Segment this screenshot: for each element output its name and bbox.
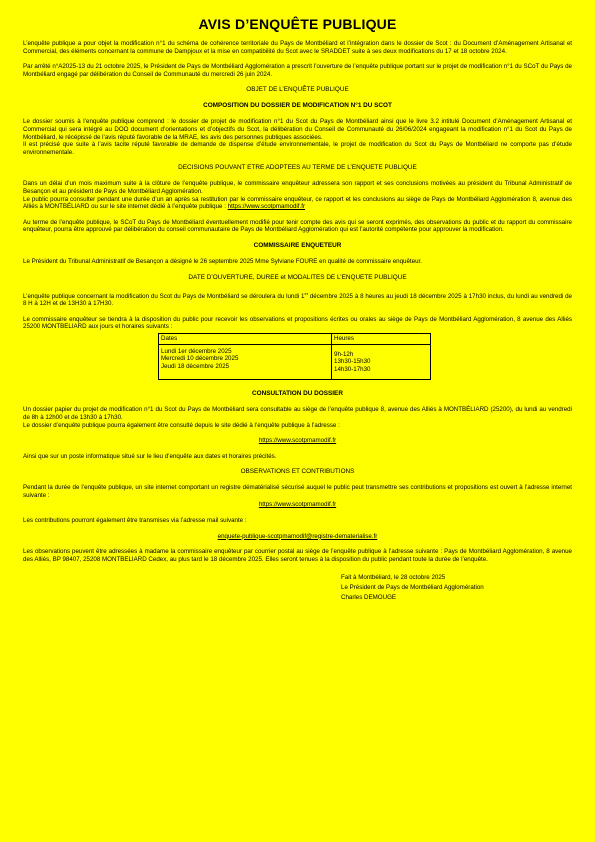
schedule-date-2: Mercredi 10 décembre 2025 xyxy=(161,355,239,363)
intro-paragraph-2: Par arrêté n°A2025-13 du 21 octobre 2025, le Président de Pays de Montbéliard Agglomération a prescrit l’ouverture de l’enquête publique portant sur le projet de modification n°1 du SCoT du Pays de Montbéliard engagé par délibération du Conseil de Communauté du mercredi 26 juin 2024. xyxy=(23,63,572,78)
decisions-paragraph-1: Dans un délai d’un mois maximum suite à la clôture de l’enquête publique, le commissaire enquêteur adressera son rapport et ses conclusions motivées au président du Tribunal Administratif de Besançon et au président de Pays de Montbéliard Agglomération. xyxy=(23,180,572,195)
observations-heading: OBSERVATIONS ET CONTRIBUTIONS xyxy=(240,468,355,476)
commissaire-paragraph: Le Président du Tribunal Administratif de Besançon a désigné le 26 septembre 2025 Mme Sylviane FOURE en qualité de commissaire enquêteur. xyxy=(23,257,422,265)
dates-paragraph-1-a: L’enquête publique concernant la modification du Scot du Pays de Montbéliard se déroulera du lundi 1 xyxy=(23,292,305,300)
schedule-dates-cell xyxy=(159,344,332,380)
schedule-hours-cell xyxy=(332,344,431,380)
schedule-date-3: Jeudi 18 décembre 2025 xyxy=(161,362,230,370)
signature-block xyxy=(341,573,572,603)
dates-paragraph-1-sup: er xyxy=(304,290,309,296)
schedule-date-1: Lundi 1er décembre 2025 xyxy=(161,347,232,355)
composition-paragraph-1: Le dossier soumis à l’enquête publique comprend : le dossier de projet de modification n°1 du Scot du Pays de Montbéliard ainsi que le livre 3.2 intitulé Document d’Aménagement Artisanal et Commercial qui sera intégré au DOO document d’orientations et d’objectifs du Scot, la délibération du Conseil de Communauté du 26/06/2024 engageant la modification n°1 du Scot du Pays de Montbéliard, le récépissé de l’avis réputé favorable de la MRAE, les avis des personnes publiques associées. xyxy=(23,118,572,141)
consultation-paragraph-2: Le dossier d’enquête publique pourra également être consulté depuis le site dédié à l’enquête publique à l’adresse : xyxy=(23,421,340,429)
intro-paragraph-1: L’enquête publique a pour objet la modification n°1 du schéma de cohérence territoriale du Pays de Montbéliard et l’intégration dans le dossier de Scot : du Document d’Aménagement Artisanal et Commercial, des éléments concernant la commune de Dampjoux et la mise en compatibilité du Scot avec le SRADDET suite à ses deux modifications du 17 et 18 octobre 2024. xyxy=(23,40,572,55)
schedule-header-dates: Dates xyxy=(159,333,332,344)
schedule-header-hours: Heures xyxy=(332,333,431,344)
signature-line-1: Fait à Montbéliard, le 28 octobre 2025 xyxy=(341,574,446,582)
schedule-header-row xyxy=(159,333,431,344)
dates-paragraph-2: Le commissaire enquêteur se tiendra à la disposition du public pour recevoir les observations et propositions écrites ou orales au siège de Pays de Montbéliard Agglomération, 8 avenue des Alliés 25200 MONTBELIARD aux jours et horaires suivants : xyxy=(23,315,572,331)
consultation-paragraph-1: Un dossier papier du projet de modification n°1 du Scot du Pays de Montbéliard sera consultable au siège de l’enquête publique 8, avenue des Alliés à MONTBÉLIARD (25200), du lundi au vendredi de 8h à 12h00 et de 13h30 à 17h30. xyxy=(23,406,572,421)
schedule-hours-3: 14h30-17h30 xyxy=(334,365,371,373)
consultation-website-link[interactable]: https://www.scotpmamodif.fr xyxy=(258,437,337,445)
dates-paragraph-1-b: décembre 2025 à 8 heures au jeudi 18 décembre 2025 à 17h30 inclus, du lundi au vendredi de 8 H à 12H et de 13H30 à 17H30. xyxy=(23,292,572,308)
observations-link-line xyxy=(23,501,572,509)
decisions-paragraph-3: Au terme de l’enquête publique, le SCoT du Pays de Montbéliard éventuellement modifié pour tenir compte des avis qui se seront exprimés, des observations du public et du rapport du commissaire enquêteur, pourra être approuvé par délibération du conseil communautaire de Pays de Montbéliard Agglomération qui est l’autorité compétente pour approuver la modification. xyxy=(23,218,572,234)
commissaire-heading: COMMISSAIRE ENQUETEUR xyxy=(253,241,342,249)
objet-heading: OBJET DE L’ENQUÊTE PUBLIQUE xyxy=(246,86,349,94)
signature-line-3: Charles DEMOUGE xyxy=(341,594,397,602)
composition-paragraph-2: Il est précisé que suite à l’avis tacite réputé favorable de demande de dispense d’étude environnementale, le projet de modification du Scot du Pays de Montbéliard ne comporte pas d’étude environnementale. xyxy=(23,141,572,156)
schedule-row xyxy=(159,344,431,380)
schedule-hours-1: 9h-12h xyxy=(334,350,354,358)
observations-paragraph-3: Les observations peuvent être adressées à madame la commissaire enquêteur par courrier postal au siège de l’enquête publique à l’adresse suivante : Pays de Montbéliard Agglomération, 8 avenue des Alliés, BP 98407, 25208 MONTBELIARD Cedex, au plus tard le 18 décembre 2025. Elles seront tenues à la disposition du public pendant toute la durée de l’enquête. xyxy=(23,548,572,563)
observations-email-line xyxy=(23,533,572,541)
observations-paragraph-2: Les contributions pourront également être transmises via l’adresse mail suivante : xyxy=(23,517,247,525)
dates-heading: DATE D’OUVERTURE, DUREE et MODALITES DE L’ENQUETE PUBLIQUE xyxy=(188,273,407,281)
signature-line-2: Le Président de Pays de Montbéliard Agglomération xyxy=(341,584,484,592)
consultation-link-line xyxy=(23,437,572,445)
observations-website-link[interactable]: https://www.scotpmamodif.fr xyxy=(258,501,337,509)
consultation-heading: CONSULTATION DU DOSSIER xyxy=(252,390,343,398)
observations-email-link[interactable]: enquete-publique-scotpmamodif@registre-dematerialise.fr xyxy=(217,532,378,540)
schedule-table xyxy=(158,333,431,380)
notice-title: AVIS D’ENQUÊTE PUBLIQUE xyxy=(198,16,397,32)
decisions-paragraph-2-text: Le public pourra consulter pendant une durée d’un an après sa restitution par le commissaire enquêteur, ce rapport et les conclusions au siège de Pays de Montbéliard Agglomération 8, avenue des Alliés à MONTBÉLIARD ou sur le site internet dédié à l’enquête publique : xyxy=(23,195,572,211)
composition-heading: COMPOSITION DU DOSSIER DE MODIFICATION N°1 DU SCOT xyxy=(203,102,392,110)
decisions-heading: DECISIONS POUVANT ETRE ADOPTEES AU TERME DE L’ENQUETE PUBLIQUE xyxy=(178,164,417,172)
decisions-paragraph-2 xyxy=(23,196,572,211)
consultation-paragraph-3: Ainsi que sur un poste informatique situé sur le lieu d’enquête aux dates et horaires précités. xyxy=(23,452,277,460)
observations-paragraph-1: Pendant la durée de l’enquête publique, un site internet comportant un registre dématérialisé sécurisé auquel le public peut transmettre ses contributions et propositions est ouvert à l’adresse internet suivante : xyxy=(23,484,572,499)
decisions-website-link[interactable]: https://www.scotpmamodif.fr xyxy=(227,203,306,211)
schedule-hours-2: 13h30-15h30 xyxy=(334,358,371,366)
dates-paragraph-1 xyxy=(23,290,572,308)
